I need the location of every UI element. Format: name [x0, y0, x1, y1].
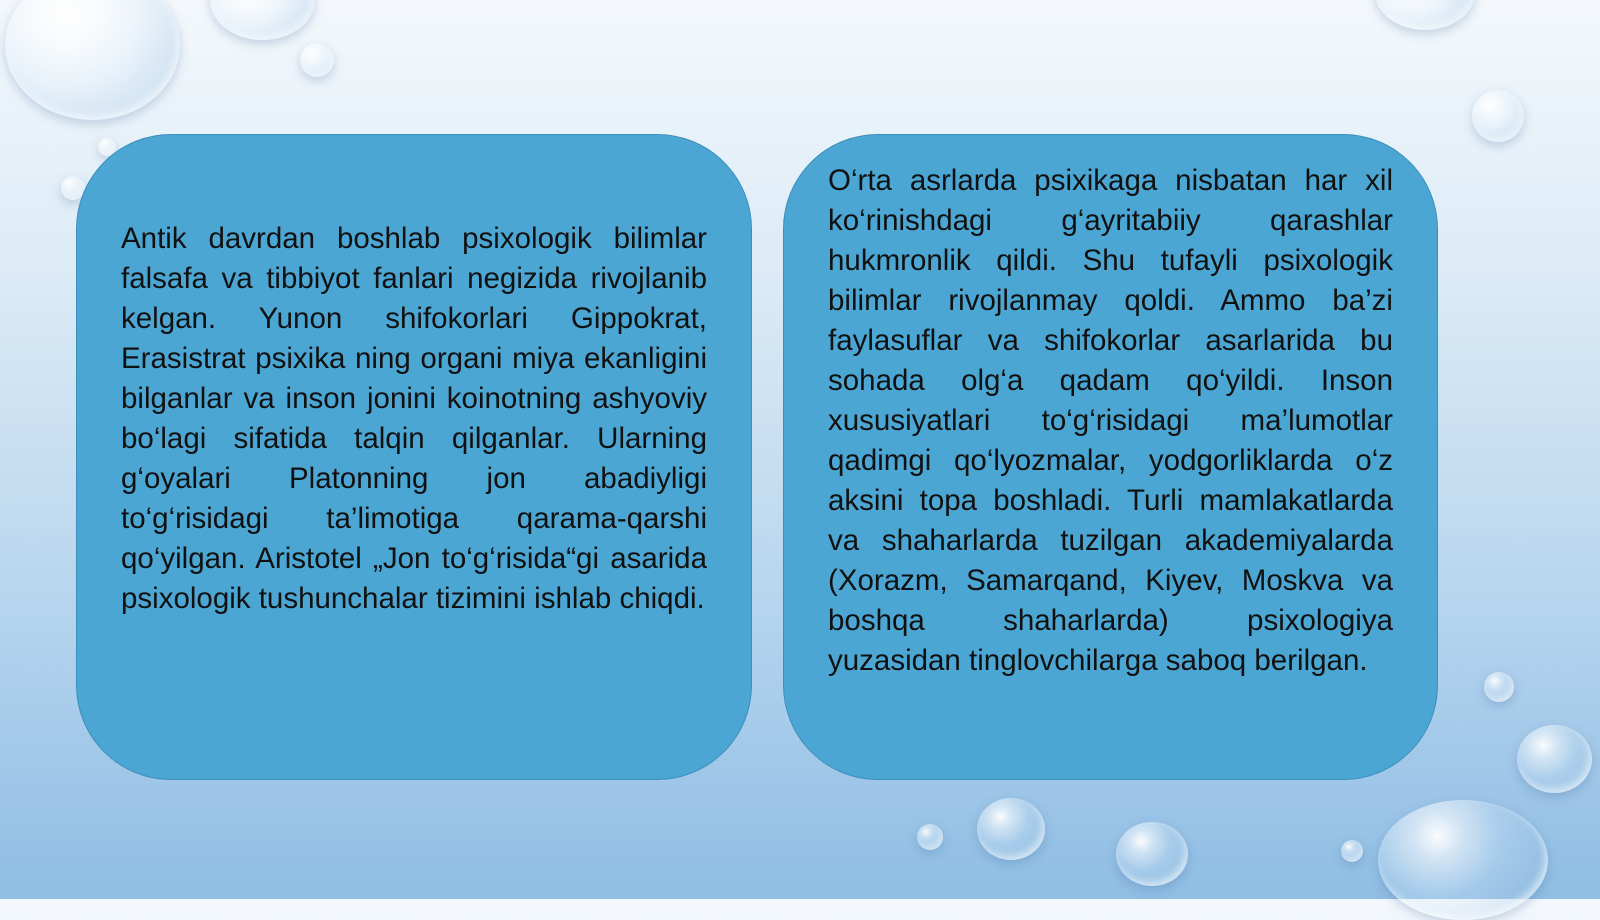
- right-card-text: O‘rta asrlarda psixikaga nisbatan har xil ko‘rinishdagi g‘ayritabiiy qarashlar hukmronlik qildi. Shu tufayli psixologik bilimlar rivojlanmay qoldi. Ammo ba’zi faylasuflar va shifokorlar asarlarida bu sohada olg‘a qadam qo‘yildi. Inson xususiyatlari to‘g‘risidagi ma’lumotlar qadimgi qo‘lyozmalar, yodgorliklarda o‘z aksini topa boshladi. Turli mamlakatlarda va shaharlarda tuzilgan akademiyalarda (Xorazm, Samarqand, Kiyev, Moskva va boshqa shaharlarda) psixologiya yuzasidan tinglovchilarga saboq berilgan.: [828, 164, 1393, 677]
- water-droplet-icon: [917, 824, 943, 850]
- water-droplet-icon: [1378, 800, 1548, 920]
- water-droplet-icon: [977, 798, 1045, 860]
- right-text-card: [783, 134, 1438, 780]
- water-droplet-icon: [1472, 90, 1524, 142]
- water-droplet-icon: [5, 0, 180, 120]
- water-droplet-icon: [1341, 840, 1363, 862]
- left-text-card: [76, 134, 752, 780]
- water-droplet-icon: [1375, 0, 1475, 30]
- water-droplet-icon: [1484, 672, 1514, 702]
- water-droplet-icon: [1517, 725, 1592, 793]
- water-droplet-icon: [300, 43, 334, 77]
- water-droplet-icon: [1116, 822, 1188, 886]
- left-card-text: Antik davrdan boshlab psixologik bilimlar falsafa va tibbiyot fanlari negizida rivojlanib kelgan. Yunon shifokorlari Gippokrat, Erasistrat psixika ning organi miya ekanligini bilganlar va inson jonini koinotning ashyoviy bo‘lagi sifatida talqin qilganlar. Ularning g‘oyalari Platonning jon abadiyligi to‘g‘risidagi ta’limotiga qarama-qarshi qo‘yilgan. Aristotel „Jon to‘g‘risida“gi asarida psixologik tushunchalar tizimini ishlab chiqdi.: [121, 222, 707, 615]
- water-droplet-icon: [210, 0, 315, 40]
